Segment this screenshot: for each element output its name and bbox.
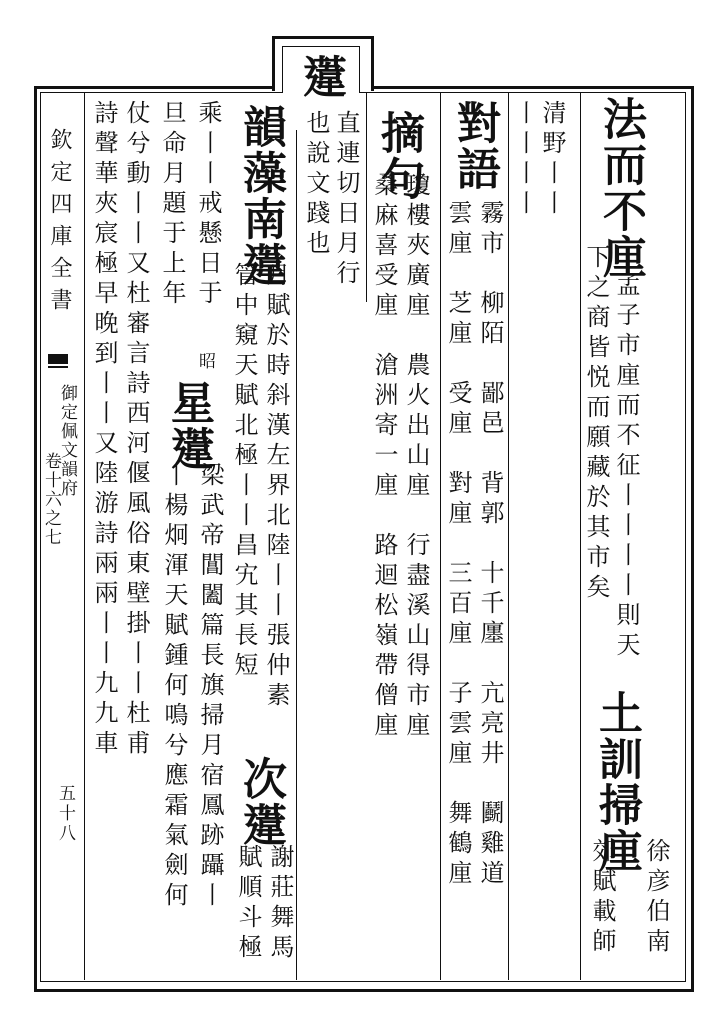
text-column: 郊賦載師 [588,838,616,958]
text-column: 管中窺天賦北極丨丨昌宄其長短 [230,262,258,682]
text-column: 謝莊舞馬 [266,844,294,964]
column-rule [296,130,297,980]
text-column: 徐彦伯南 [642,838,670,958]
page-number: 五十八 [55,784,75,844]
text-column: 梁武帝閶闔篇長旗掃月宿鳳跡躡丨 [196,462,224,912]
text-column: 霧市 柳陌 鄙邑 背郭 十千廛 亢亮井 鬬雞道 [476,200,504,890]
text-column: 月賦於時斜漢左界北陸丨丨張仲素 [262,262,290,712]
column-rule [508,92,509,980]
text-column: 也說文踐也 [302,110,330,260]
text-column: 乘丨丨戒懸日于 [194,100,222,310]
column-rule [366,92,367,302]
text-column: 旦命月題于上年 [158,100,186,310]
text-column: 丨楊炯渾天賦鍾何鳴兮應霜氣劍何 [160,462,188,912]
text-column: 昭 [195,352,215,372]
section-heading-yunzao: 韻藻南𨗨 [235,104,286,288]
text-column: 丨丨丨丨 [510,100,538,220]
headword: 次𨗨 [235,756,286,848]
book-title: 御定佩文韻府 [57,384,77,498]
text-column: 孟子市㢆而不征丨丨丨丨則天 [612,272,640,662]
headword: 星𨗨 [163,380,214,472]
header-character: 𨗨 [295,54,346,100]
text-column: 清野丨丨 [538,100,566,220]
text-column: 下之商皆悦而願藏於其市矣 [582,244,610,604]
section-heading-duiyu: 對語 [449,100,500,192]
column-rule [440,92,441,980]
text-column: 雲㢆 芝㢆 受㢆 對㢆 三百㢆 子雲㢆 舞鶴㢆 [444,200,472,890]
headword: 法而不㢆 [595,96,646,280]
text-column: 詩聲華夾宸極早晚到丨丨又陸游詩兩兩丨丨九九車 [90,100,118,760]
collection-title: 欽定四庫全書 [47,128,72,320]
text-column: 瓊樓夾廣㢆 農火出山㢆 行盡溪山得市㢆 [402,172,430,742]
text-column: 直連切日月行 [332,110,360,290]
fish-tail-line [48,366,68,374]
fish-tail-mark [48,354,68,364]
volume-label: 卷十六之七 [41,452,61,547]
text-column: 桑麻喜受㢆 滄洲寄一㢆 路迴松嶺帶僧㢆 [370,172,398,742]
section-heading-zhaiju: 摘句 [373,110,424,202]
column-rule [580,92,581,980]
text-column: 賦順斗極 [234,844,262,964]
column-rule [84,92,85,980]
text-column: 仗兮動丨丨又杜審言詩西河偃風俗東壁掛丨丨杜甫 [122,100,150,760]
headword: 土訓掃㢆 [591,690,642,874]
